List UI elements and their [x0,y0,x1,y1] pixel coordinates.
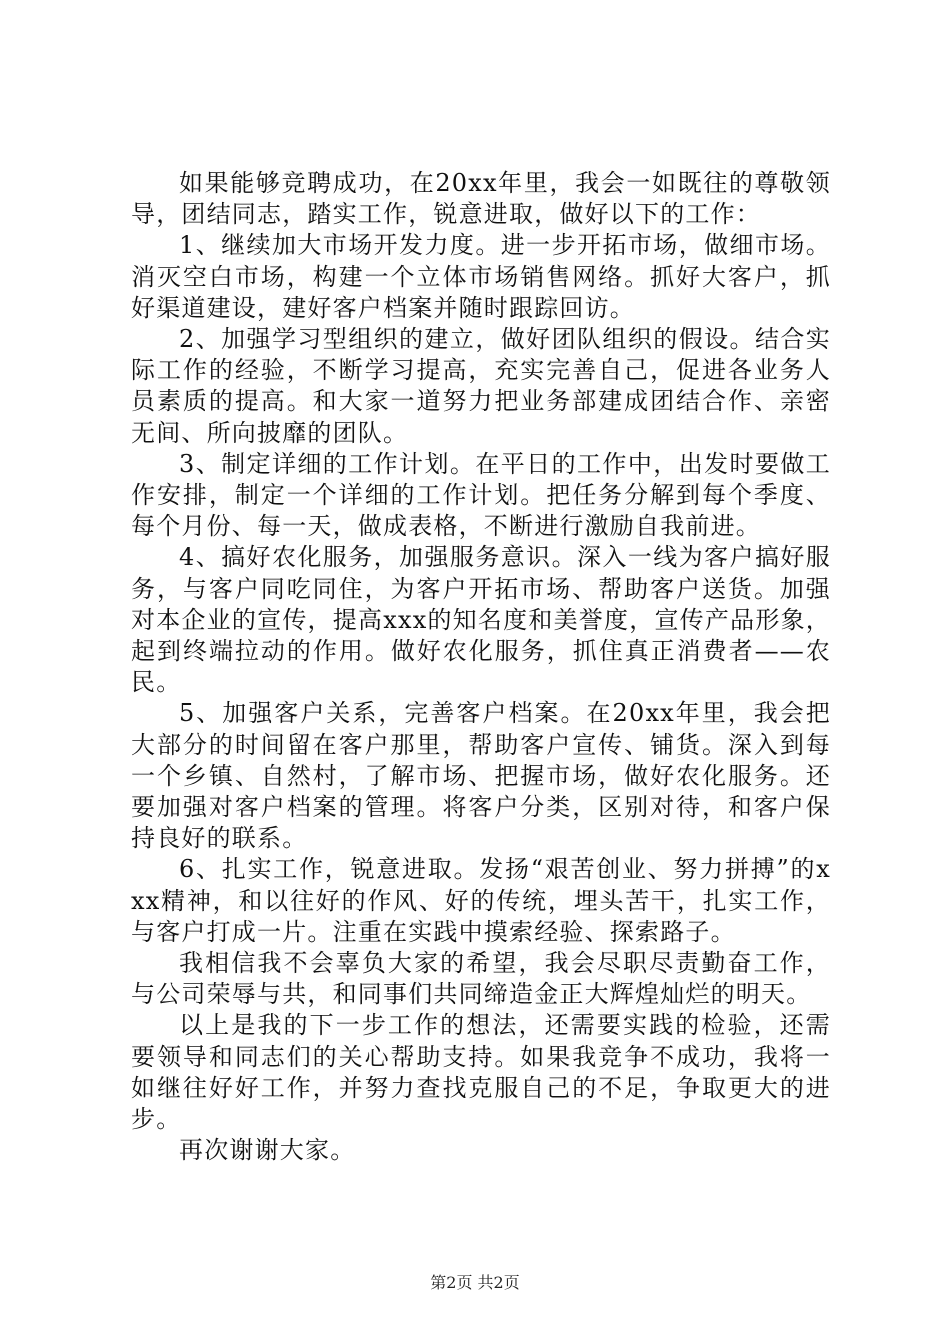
paragraph-item-2: 2、加强学习型组织的建立，做好团队组织的假设。结合实际工作的经验，不断学习提高，充实完善自己，促进各业务人员素质的提高。和大家一道努力把业务部建成团结合作、亲密无间、所向披靡的团队。 [131,325,831,447]
paragraph-thanks: 再次谢谢大家。 [179,1136,356,1165]
paragraph-item-5: 5、加强客户关系，完善客户档案。在20xx年里，我会把大部分的时间留在客户那里，帮助客户宣传、铺货。深入到每一个乡镇、自然村，了解市场、把握市场，做好农化服务。还要加强对客户档案的管理。将客户分类，区别对待，和客户保持良好的联系。 [131,699,831,853]
paragraph-intro: 如果能够竞聘成功，在20xx年里，我会一如既往的尊敬领导，团结同志，踏实工作，锐意进取，做好以下的工作： [131,169,831,229]
paragraph-closing: 以上是我的下一步工作的想法，还需要实践的检验，还需要领导和同志们的关心帮助支持。如果我竞争不成功，我将一如继往好好工作，并努力查找克服自己的不足，争取更大的进步。 [131,1011,831,1134]
paragraph-commitment: 我相信我不会辜负大家的希望，我会尽职尽责勤奋工作，与公司荣辱与共，和同事们共同缔造金正大辉煌灿烂的明天。 [131,949,831,1009]
paragraph-item-4: 4、搞好农化服务，加强服务意识。深入一线为客户搞好服务，与客户同吃同住，为客户开拓市场、帮助客户送货。加强对本企业的宣传，提高xxx的知名度和美誉度，宣传产品形象，起到终端拉动的作用。做好农化服务，抓住真正消费者——农民。 [131,543,831,697]
paragraph-item-6: 6、扎实工作，锐意进取。发扬“艰苦创业、努力拼搏”的xxx精神，和以往好的作风、好的传统，埋头苦干，扎实工作，与客户打成一片。注重在实践中摸索经验、探索路子。 [131,855,831,946]
paragraph-item-3: 3、制定详细的工作计划。在平日的工作中，出发时要做工作安排，制定一个详细的工作计划。把任务分解到每个季度、每个月份、每一天，做成表格，不断进行激励自我前进。 [131,449,831,541]
document-body [131,168,831,1167]
paragraph-item-1: 1、继续加大市场开发力度。进一步开拓市场，做细市场。消灭空白市场，构建一个立体市场销售网络。抓好大客户，抓好渠道建设，建好客户档案并随时跟踪回访。 [131,231,831,322]
page-number-footer: 第2页 共2页 [430,1273,520,1292]
